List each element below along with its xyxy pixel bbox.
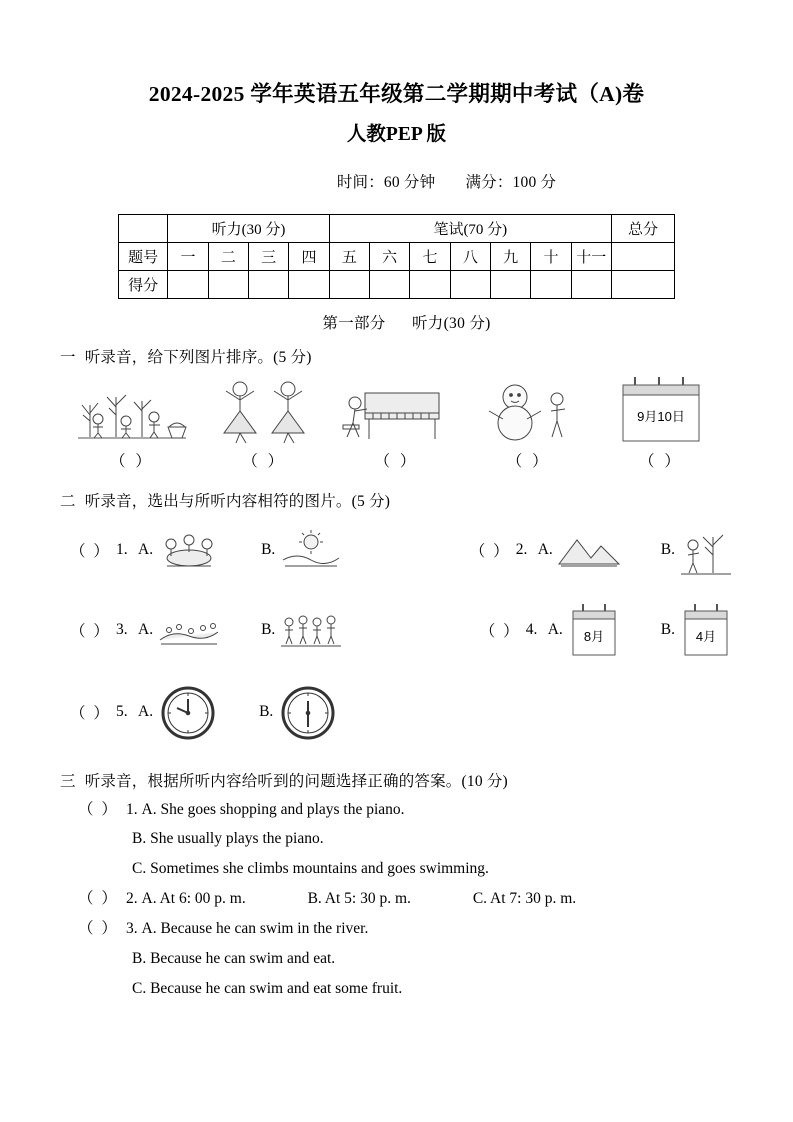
flowers-field-picture[interactable] xyxy=(157,610,221,650)
option-c-text[interactable]: C. Because he can swim and eat some fruit. xyxy=(132,980,403,998)
exam-meta xyxy=(60,170,733,192)
score-number-cell: 二 xyxy=(208,242,248,270)
option-a-text[interactable]: A. Because he can swim in the river. xyxy=(141,920,369,938)
question-1-heading xyxy=(60,345,733,367)
piano-picture xyxy=(339,373,455,445)
score-number-cell: 八 xyxy=(450,242,490,270)
option-c-text[interactable]: C. At 7: 30 p. m. xyxy=(472,890,577,908)
score-table-row-label-score: 得分 xyxy=(119,270,168,298)
option-b-text[interactable]: B. At 5: 30 p. m. xyxy=(307,890,411,908)
score-table xyxy=(118,214,675,299)
question-1-text: 听录音，给下列图片排序。(5 分) xyxy=(84,348,312,366)
option-b-label: B. xyxy=(660,620,675,638)
question-3-option xyxy=(60,979,733,1000)
snowman-picture xyxy=(471,373,587,445)
score-total-number-cell xyxy=(611,242,674,270)
score-table-header-row xyxy=(119,214,675,242)
option-b-label: B. xyxy=(259,702,274,720)
answer-blank[interactable]: （ ） xyxy=(469,542,511,560)
score-blank-total-cell[interactable] xyxy=(611,270,674,298)
score-number-cell: 七 xyxy=(410,242,450,270)
score-number-cell: 十 xyxy=(531,242,571,270)
answer-blank[interactable]: （ ） xyxy=(70,704,111,722)
item-index: 4. xyxy=(525,620,538,638)
picture-cell xyxy=(471,373,587,445)
score-blank-cell[interactable] xyxy=(168,270,208,298)
calendar-april-text: 4月 xyxy=(695,628,717,644)
score-table-written-header: 笔试(70 分) xyxy=(329,214,611,242)
score-blank-cell[interactable] xyxy=(490,270,530,298)
sun-field-picture[interactable] xyxy=(279,528,343,572)
score-table-listening-header: 听力(30 分) xyxy=(168,214,329,242)
exam-time-label: 时间：60 分钟 xyxy=(336,173,436,191)
option-a-label: A. xyxy=(537,540,553,558)
question-3-option xyxy=(60,859,733,880)
page-title: 2024-2025 学年英语五年级第二学期期中考试（A)卷 xyxy=(148,82,645,106)
item-index: 1. xyxy=(116,540,128,558)
score-number-cell: 三 xyxy=(249,242,289,270)
picture-cell xyxy=(339,373,455,445)
question-1-number: 一 xyxy=(60,348,76,366)
question-3-item xyxy=(60,800,733,821)
option-a-text[interactable]: A. She goes shopping and plays the piano. xyxy=(141,800,405,818)
mountain-picture[interactable] xyxy=(557,528,621,572)
answer-blank[interactable]: （ ） xyxy=(70,622,111,640)
score-blank-cell[interactable] xyxy=(531,270,571,298)
score-blank-cell[interactable] xyxy=(571,270,611,298)
picture-cell xyxy=(603,373,719,445)
item-index: 2. xyxy=(126,890,138,908)
question-3-item xyxy=(60,919,733,940)
question-2-row xyxy=(60,523,733,577)
question-3-number: 三 xyxy=(60,772,76,790)
score-table-score-row xyxy=(119,270,675,298)
answer-blank[interactable]: （ ） xyxy=(78,800,119,818)
item-index: 3. xyxy=(116,620,128,638)
option-a-label: A. xyxy=(138,620,154,638)
score-table-total-header: 总分 xyxy=(611,214,674,242)
option-a-label: A. xyxy=(547,620,563,638)
option-b-text[interactable]: B. Because he can swim and eat. xyxy=(132,950,336,968)
picture-cell xyxy=(74,373,190,445)
planting-trees-picture xyxy=(74,373,190,445)
clock-six-picture[interactable] xyxy=(277,681,339,743)
score-number-cell: 四 xyxy=(289,242,329,270)
score-blank-cell[interactable] xyxy=(289,270,329,298)
question-3-option xyxy=(60,829,733,850)
question-2-row xyxy=(60,601,733,659)
question-3-text: 听录音，根据所听内容给听到的问题选择正确的答案。(10 分) xyxy=(84,772,508,790)
crowd-picture[interactable] xyxy=(279,610,343,650)
item-index: 3. xyxy=(126,920,138,938)
children-table-picture[interactable] xyxy=(157,528,221,572)
calendar-august-text: 8月 xyxy=(583,628,604,644)
score-blank-cell[interactable] xyxy=(208,270,248,298)
option-a-label: A. xyxy=(138,540,154,558)
girl-tree-picture[interactable] xyxy=(679,523,733,577)
score-table-number-row xyxy=(119,242,675,270)
exam-score-label: 满分：100 分 xyxy=(465,173,557,191)
answer-blank[interactable]: （ ） xyxy=(70,542,111,560)
score-number-cell: 五 xyxy=(329,242,369,270)
dancing-girls-picture xyxy=(206,373,322,445)
option-a-text[interactable]: A. At 6: 00 p. m. xyxy=(141,890,246,908)
answer-blank[interactable]: （ ） xyxy=(479,622,521,640)
part-one-label: 第一部分 xyxy=(322,314,386,332)
item-index: 2. xyxy=(515,540,528,558)
option-b-label: B. xyxy=(660,540,675,558)
question-1-picture-row xyxy=(60,373,733,445)
score-table-wrapper xyxy=(118,214,675,299)
score-blank-cell[interactable] xyxy=(410,270,450,298)
option-b-text[interactable]: B. She usually plays the piano. xyxy=(132,830,324,848)
calendar-sept10-picture xyxy=(603,373,719,445)
item-index: 1. xyxy=(126,800,138,818)
score-table-row-label-number: 题号 xyxy=(119,242,168,270)
question-2-number: 二 xyxy=(60,492,76,510)
question-3-item xyxy=(60,889,733,910)
score-number-cell: 十一 xyxy=(571,242,611,270)
score-blank-cell[interactable] xyxy=(329,270,369,298)
score-number-cell: 六 xyxy=(370,242,410,270)
score-number-cell: 一 xyxy=(168,242,208,270)
score-blank-cell[interactable] xyxy=(370,270,410,298)
calendar-april-picture[interactable] xyxy=(679,601,733,659)
part-one-sublabel: 听力(30 分) xyxy=(411,314,491,332)
score-blank-cell[interactable] xyxy=(450,270,490,298)
item-index: 5. xyxy=(116,702,128,720)
page-subtitle: 人教PEP 版 xyxy=(346,124,447,146)
question-2-text: 听录音，选出与所听内容相符的图片。(5 分) xyxy=(84,492,391,510)
picture-cell xyxy=(206,373,322,445)
option-b-label: B. xyxy=(261,540,276,558)
score-table-corner-cell xyxy=(119,214,168,242)
question-2-row xyxy=(60,681,733,743)
calendar-august-picture[interactable] xyxy=(567,601,621,659)
answer-blank[interactable]: （ ） xyxy=(78,920,119,938)
answer-blank[interactable]: （ ） xyxy=(78,890,119,908)
option-b-label: B. xyxy=(261,620,276,638)
part-one-title xyxy=(60,311,733,333)
answer-blank[interactable]: （ ） xyxy=(639,452,683,470)
score-number-cell: 九 xyxy=(490,242,530,270)
answer-blank[interactable]: （ ） xyxy=(374,452,419,470)
option-c-text[interactable]: C. Sometimes she climbs mountains and goes swimming. xyxy=(132,860,489,878)
score-blank-cell[interactable] xyxy=(249,270,289,298)
question-1-answer-row xyxy=(60,449,733,471)
option-a-label: A. xyxy=(138,702,154,720)
answer-blank[interactable]: （ ） xyxy=(242,452,287,470)
question-3-heading xyxy=(60,769,733,791)
question-2-heading xyxy=(60,489,733,511)
answer-blank[interactable]: （ ） xyxy=(506,452,551,470)
question-3-option xyxy=(60,949,733,970)
answer-blank[interactable]: （ ） xyxy=(110,452,154,470)
clock-ten-picture[interactable] xyxy=(157,681,219,743)
svg-text:9月10日: 9月10日 xyxy=(637,408,685,424)
